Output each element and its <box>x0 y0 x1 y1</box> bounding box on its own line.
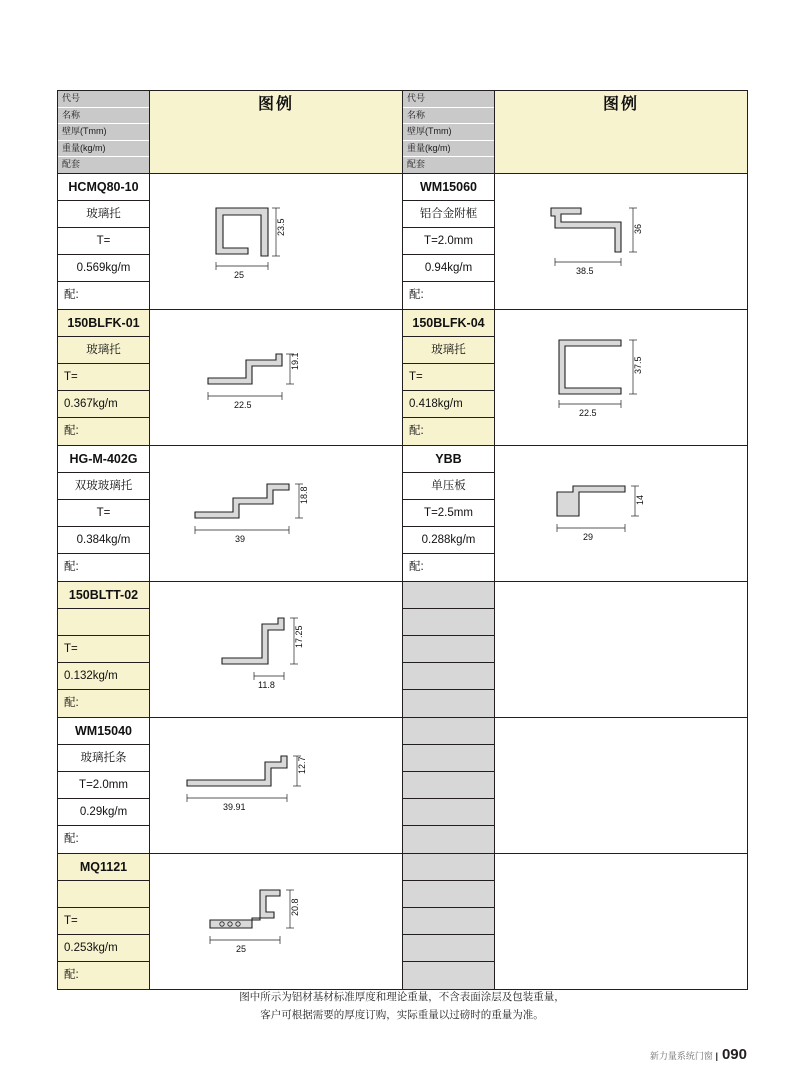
profile-weight <box>403 935 494 962</box>
dim-value: 38.5 <box>576 266 594 277</box>
profile-drawing-cell-empty <box>495 581 748 717</box>
profile-weight: 0.384kg/m <box>58 527 149 554</box>
dim-value: 12.7 <box>296 756 307 775</box>
table-row <box>58 445 748 581</box>
profile-label-cell <box>58 853 150 989</box>
profile-match: 配: <box>64 288 79 301</box>
profile-label-cell <box>403 445 495 581</box>
footer-separator: | <box>715 1051 718 1061</box>
footnote-line-2: 客户可根据需要的厚度订购，实际重量以过磅时的重量为准。 <box>260 1009 544 1021</box>
profile-code: MQ1121 <box>58 854 149 881</box>
footer-brand: 新力量系统门窗 <box>649 1051 713 1061</box>
table-row <box>58 717 748 853</box>
profile-code: 150BLFK-01 <box>58 310 149 337</box>
header-line-match: 配套 <box>407 159 426 170</box>
profile-weight: 0.367kg/m <box>58 391 149 418</box>
profile-match <box>403 962 494 989</box>
profile-diagram <box>171 458 381 568</box>
profile-name: 玻璃托条 <box>58 745 149 772</box>
profile-label-cell <box>58 309 150 445</box>
profile-name: 铝合金附框 <box>403 201 494 228</box>
profile-name <box>403 745 494 772</box>
dim-value: 17.25 <box>294 625 304 649</box>
profile-drawing-cell <box>495 445 748 581</box>
header-line-thickness: 壁厚(Tmm) <box>403 124 494 141</box>
profile-thickness: T= <box>403 364 494 391</box>
profile-weight: 0.253kg/m <box>58 935 149 962</box>
dim-value: 39 <box>235 534 246 545</box>
profile-label-cell <box>58 173 150 309</box>
header-line-name: 名称 <box>403 108 494 125</box>
profile-match: 配: <box>64 696 79 709</box>
header-drawing-cell-left: 图例 <box>150 91 403 174</box>
profile-code: HG-M-402G <box>58 446 149 473</box>
profile-drawing-cell-empty <box>495 717 748 853</box>
profile-thickness: T= <box>58 636 149 663</box>
table-row <box>58 853 748 989</box>
profile-diagram <box>169 730 384 840</box>
header-label-cell-left <box>58 91 150 174</box>
profile-code: 150BLTT-02 <box>58 582 149 609</box>
profile-name <box>403 609 494 636</box>
profile-thickness: T= <box>58 228 149 255</box>
profile-code <box>403 854 494 881</box>
profile-drawing-cell <box>495 173 748 309</box>
profile-code <box>403 582 494 609</box>
dim-value: 25 <box>236 944 247 955</box>
profile-weight: 0.569kg/m <box>58 255 149 282</box>
dim-value: 19.1 <box>290 352 300 371</box>
header-line-name: 名称 <box>58 108 149 125</box>
dim-value: 23.5 <box>276 218 286 237</box>
profile-weight: 0.288kg/m <box>403 527 494 554</box>
profile-name: 双玻玻璃托 <box>58 473 149 500</box>
profile-label-cell <box>403 309 495 445</box>
profile-match: 配: <box>409 424 424 437</box>
profile-thickness: T= <box>58 364 149 391</box>
profile-diagram <box>176 186 376 296</box>
header-line-code: 代号 <box>403 91 494 108</box>
dim-value: 20.8 <box>290 898 300 917</box>
dim-value: 18.8 <box>299 486 309 505</box>
header-line-weight: 重量(kg/m) <box>58 141 149 158</box>
profile-match <box>403 690 494 717</box>
profile-label-cell <box>58 581 150 717</box>
profile-name: 玻璃托 <box>403 337 494 364</box>
profile-diagram <box>521 186 721 296</box>
profile-diagram <box>176 594 376 704</box>
profile-drawing-cell <box>150 445 403 581</box>
profile-weight: 0.418kg/m <box>403 391 494 418</box>
profile-label-cell-empty <box>403 581 495 717</box>
dim-value: 25 <box>234 270 245 281</box>
profile-diagram <box>521 322 721 432</box>
footnote <box>57 988 747 1024</box>
profile-label-cell <box>403 173 495 309</box>
profile-code: 150BLFK-04 <box>403 310 494 337</box>
profile-thickness: T= <box>58 500 149 527</box>
profile-thickness: T= <box>58 908 149 935</box>
profile-catalog-table <box>57 90 748 990</box>
header-line-match: 配套 <box>62 159 81 170</box>
profile-code <box>403 718 494 745</box>
profile-match: 配: <box>409 560 424 573</box>
profile-label-cell-empty <box>403 853 495 989</box>
dim-value: 14 <box>635 495 645 506</box>
profile-thickness <box>403 908 494 935</box>
profile-weight: 0.29kg/m <box>58 799 149 826</box>
page-footer <box>650 1046 747 1063</box>
dim-value: 39.91 <box>222 802 246 813</box>
profile-code: HCMQ80-10 <box>58 174 149 201</box>
profile-code: YBB <box>403 446 494 473</box>
profile-weight <box>403 663 494 690</box>
dim-value: 22.5 <box>234 400 252 411</box>
header-drawing-cell-right: 图例 <box>495 91 748 174</box>
profile-name <box>403 881 494 908</box>
profile-thickness: T=2.0mm <box>58 772 149 799</box>
profile-code: WM15040 <box>58 718 149 745</box>
profile-match: 配: <box>64 560 79 573</box>
profile-match: 配: <box>409 288 424 301</box>
profile-match <box>403 826 494 853</box>
dim-value: 29 <box>583 532 594 543</box>
profile-thickness <box>403 636 494 663</box>
profile-diagram <box>521 458 721 568</box>
table-row <box>58 581 748 717</box>
profile-label-cell <box>58 445 150 581</box>
profile-name <box>58 609 149 636</box>
header-line-thickness: 壁厚(Tmm) <box>58 124 149 141</box>
profile-weight: 0.132kg/m <box>58 663 149 690</box>
profile-weight <box>403 799 494 826</box>
dim-value: 11.8 <box>258 680 275 691</box>
profile-drawing-cell <box>150 309 403 445</box>
profile-match: 配: <box>64 832 79 845</box>
profile-label-cell <box>58 717 150 853</box>
profile-name <box>58 881 149 908</box>
profile-thickness: T=2.0mm <box>403 228 494 255</box>
profile-drawing-cell <box>495 309 748 445</box>
footnote-line-1: 图中所示为铝材基材标准厚度和理论重量，不含表面涂层及包装重量， <box>239 991 565 1003</box>
table-row <box>58 309 748 445</box>
header-line-code: 代号 <box>58 91 149 108</box>
profile-drawing-cell <box>150 173 403 309</box>
profile-name: 玻璃托 <box>58 201 149 228</box>
profile-thickness <box>403 772 494 799</box>
profile-weight: 0.94kg/m <box>403 255 494 282</box>
profile-drawing-cell <box>150 717 403 853</box>
profile-diagram <box>176 866 376 976</box>
profile-diagram <box>176 322 376 432</box>
table-header-row <box>58 91 748 174</box>
dim-value: 22.5 <box>579 408 597 419</box>
profile-drawing-cell <box>150 581 403 717</box>
profile-match: 配: <box>64 968 79 981</box>
page-number: 090 <box>721 1046 747 1063</box>
profile-label-cell-empty <box>403 717 495 853</box>
profile-code: WM15060 <box>403 174 494 201</box>
dim-value: 36 <box>633 224 643 235</box>
dim-value: 37.5 <box>633 356 643 375</box>
profile-name: 单压板 <box>403 473 494 500</box>
header-label-cell-right <box>403 91 495 174</box>
profile-drawing-cell <box>150 853 403 989</box>
table-row <box>58 173 748 309</box>
header-line-weight: 重量(kg/m) <box>403 141 494 158</box>
profile-drawing-cell-empty <box>495 853 748 989</box>
profile-match: 配: <box>64 424 79 437</box>
catalog-page <box>57 90 747 990</box>
profile-name: 玻璃托 <box>58 337 149 364</box>
profile-thickness: T=2.5mm <box>403 500 494 527</box>
